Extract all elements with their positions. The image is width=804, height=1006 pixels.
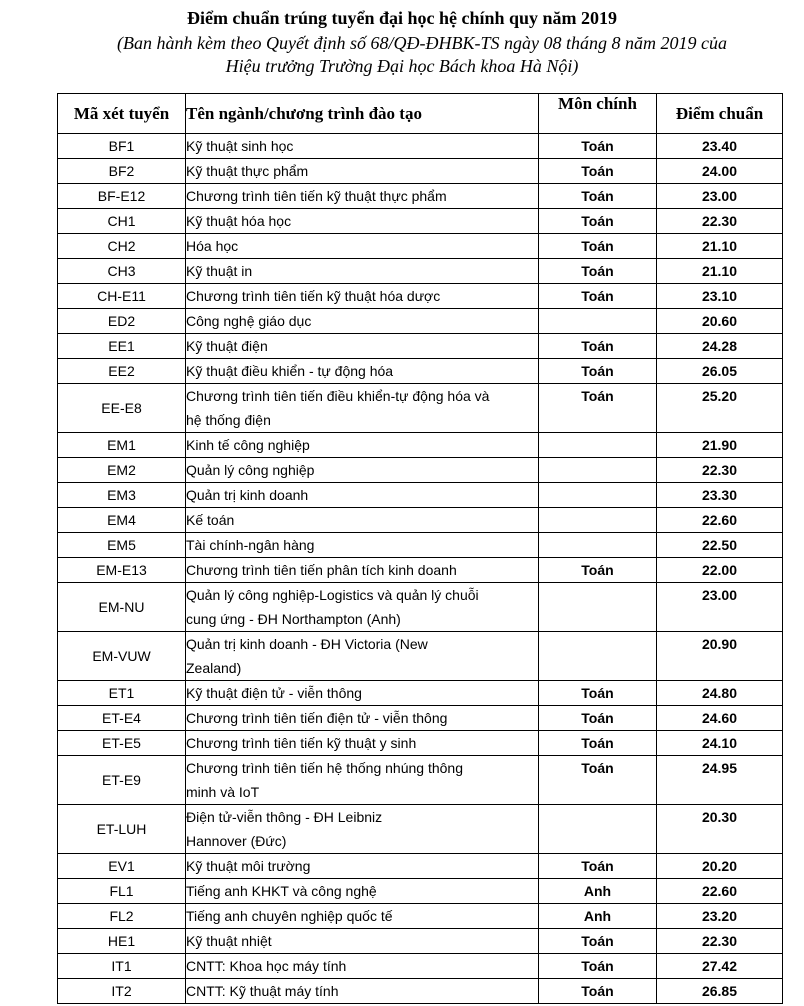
cutoff-score: 24.60	[657, 706, 783, 731]
program-name-line: Chương trình tiên tiến phân tích kinh doanh	[186, 562, 457, 578]
table-row	[58, 731, 783, 756]
program-name-line: Chương trình tiên tiến kỹ thuật y sinh	[186, 735, 417, 751]
program-name	[186, 954, 539, 979]
table-row	[58, 234, 783, 259]
main-subject: Toán	[539, 854, 657, 879]
program-code: FL1	[58, 879, 186, 904]
cutoff-score: 22.30	[657, 929, 783, 954]
program-name-line: hệ thống điện	[186, 412, 271, 428]
main-subject: Toán	[539, 259, 657, 284]
main-subject	[539, 805, 657, 854]
program-name-line: Kỹ thuật hóa học	[186, 213, 292, 229]
table-row	[58, 558, 783, 583]
program-code: EE1	[58, 334, 186, 359]
table-row	[58, 681, 783, 706]
main-subject: Toán	[539, 234, 657, 259]
main-subject: Toán	[539, 954, 657, 979]
admission-scores-table	[57, 93, 783, 1004]
main-subject: Toán	[539, 756, 657, 805]
program-name-line: Kỹ thuật thực phẩm	[186, 163, 309, 179]
program-name-line: Kỹ thuật điện	[186, 338, 268, 354]
column-header-score: Điểm chuẩn	[657, 94, 783, 134]
program-name-line: Zealand)	[186, 660, 242, 676]
table-row	[58, 259, 783, 284]
program-code: ET-E9	[58, 756, 186, 805]
main-subject	[539, 632, 657, 681]
program-name	[186, 284, 539, 309]
program-code: EM-VUW	[58, 632, 186, 681]
cutoff-score: 23.00	[657, 583, 783, 632]
program-code: EM1	[58, 433, 186, 458]
program-code: EM2	[58, 458, 186, 483]
program-name	[186, 309, 539, 334]
program-name-line: Tài chính-ngân hàng	[186, 537, 315, 553]
program-code: CH2	[58, 234, 186, 259]
table-row	[58, 334, 783, 359]
cutoff-score: 22.00	[657, 558, 783, 583]
main-subject: Toán	[539, 731, 657, 756]
cutoff-score: 24.28	[657, 334, 783, 359]
program-code: CH3	[58, 259, 186, 284]
cutoff-score: 24.10	[657, 731, 783, 756]
main-subject: Toán	[539, 558, 657, 583]
cutoff-score: 20.90	[657, 632, 783, 681]
table-row	[58, 184, 783, 209]
program-code: BF-E12	[58, 184, 186, 209]
program-name	[186, 134, 539, 159]
program-name	[186, 384, 539, 433]
program-code: EM5	[58, 533, 186, 558]
main-subject: Anh	[539, 879, 657, 904]
table-row	[58, 209, 783, 234]
program-code: IT1	[58, 954, 186, 979]
program-name	[186, 706, 539, 731]
main-subject	[539, 583, 657, 632]
cutoff-score: 22.30	[657, 209, 783, 234]
cutoff-score: 21.10	[657, 234, 783, 259]
cutoff-score: 22.30	[657, 458, 783, 483]
program-code: EV1	[58, 854, 186, 879]
program-code: ET-LUH	[58, 805, 186, 854]
program-name-line: cung ứng - ĐH Northampton (Anh)	[186, 611, 401, 627]
program-name	[186, 508, 539, 533]
program-name-line: Quản lý công nghiệp-Logistics và quản lý chuỗi	[186, 587, 479, 603]
table-row	[58, 954, 783, 979]
cutoff-score: 22.60	[657, 879, 783, 904]
table-row	[58, 854, 783, 879]
table-row	[58, 929, 783, 954]
program-code: ET1	[58, 681, 186, 706]
cutoff-score: 23.20	[657, 904, 783, 929]
main-subject: Toán	[539, 359, 657, 384]
table-row	[58, 483, 783, 508]
program-name-line: Quản lý công nghiệp	[186, 462, 315, 478]
cutoff-score: 21.90	[657, 433, 783, 458]
program-name	[186, 583, 539, 632]
program-name	[186, 483, 539, 508]
program-name	[186, 533, 539, 558]
program-name-line: CNTT: Kỹ thuật máy tính	[186, 983, 339, 999]
table-row	[58, 706, 783, 731]
table-row	[58, 284, 783, 309]
program-name	[186, 558, 539, 583]
program-name-line: Kinh tế công nghiệp	[186, 437, 310, 453]
program-code: CH-E11	[58, 284, 186, 309]
program-name	[186, 433, 539, 458]
table-header-row	[58, 94, 783, 134]
table-row	[58, 359, 783, 384]
program-name-line: CNTT: Khoa học máy tính	[186, 958, 347, 974]
column-header-code: Mã xét tuyển	[58, 94, 186, 134]
program-code: EM4	[58, 508, 186, 533]
program-name-line: Chương trình tiên tiến điều khiển-tự động hóa và	[186, 388, 490, 404]
program-code: ET-E4	[58, 706, 186, 731]
cutoff-score: 23.00	[657, 184, 783, 209]
program-name	[186, 879, 539, 904]
cutoff-score: 22.50	[657, 533, 783, 558]
program-name	[186, 359, 539, 384]
program-code: HE1	[58, 929, 186, 954]
program-name-line: Tiếng anh chuyên nghiệp quốc tế	[186, 908, 393, 924]
main-subject	[539, 433, 657, 458]
program-name	[186, 681, 539, 706]
program-name-line: Quản trị kinh doanh	[186, 487, 309, 503]
program-name	[186, 334, 539, 359]
program-code: IT2	[58, 979, 186, 1004]
program-code: BF2	[58, 159, 186, 184]
program-name-line: Hóa học	[186, 238, 239, 254]
program-name-line: Kỹ thuật điều khiển - tự động hóa	[186, 363, 394, 379]
table-row	[58, 583, 783, 632]
table-row	[58, 904, 783, 929]
main-subject: Anh	[539, 904, 657, 929]
program-name	[186, 979, 539, 1004]
table-row	[58, 805, 783, 854]
table-row	[58, 384, 783, 433]
main-subject: Toán	[539, 334, 657, 359]
program-name	[186, 805, 539, 854]
program-name-line: Kỹ thuật môi trường	[186, 858, 311, 874]
program-code: EM-E13	[58, 558, 186, 583]
table-row	[58, 879, 783, 904]
cutoff-score: 24.80	[657, 681, 783, 706]
table-row	[58, 508, 783, 533]
program-code: EE2	[58, 359, 186, 384]
program-name-line: Chương trình tiên tiến điện tử - viễn thông	[186, 710, 448, 726]
program-code: FL2	[58, 904, 186, 929]
program-name	[186, 904, 539, 929]
page-title: Điểm chuẩn trúng tuyển đại học hệ chính quy năm 2019	[186, 8, 618, 28]
cutoff-score: 20.60	[657, 309, 783, 334]
program-name-line: Công nghệ giáo dục	[186, 313, 312, 329]
decision-reference: (Ban hành kèm theo Quyết định số 68/QĐ-ĐHBK-TS ngày 08 tháng 8 năm 2019 của	[117, 33, 727, 53]
program-name-line: Chương trình tiên tiến kỹ thuật hóa dược	[186, 288, 441, 304]
program-name-line: Kỹ thuật in	[186, 263, 253, 279]
program-name-line: Hannover (Đức)	[186, 833, 287, 849]
table-body	[58, 134, 783, 1004]
program-name	[186, 632, 539, 681]
program-name-line: Tiếng anh KHKT và công nghệ	[186, 883, 377, 899]
cutoff-score: 27.42	[657, 954, 783, 979]
column-header-program: Tên ngành/chương trình đào tạo	[186, 94, 539, 134]
program-name-line: Kỹ thuật sinh học	[186, 138, 294, 154]
main-subject	[539, 309, 657, 334]
program-name-line: Chương trình tiên tiến hệ thống nhúng thông	[186, 760, 463, 776]
program-name-line: Kỹ thuật điện tử - viễn thông	[186, 685, 362, 701]
program-name	[186, 259, 539, 284]
issuer-reference: Hiệu trưởng Trường Đại học Bách khoa Hà Nội)	[225, 56, 579, 76]
program-code: BF1	[58, 134, 186, 159]
program-code: ET-E5	[58, 731, 186, 756]
main-subject: Toán	[539, 184, 657, 209]
program-name	[186, 929, 539, 954]
program-code: EE-E8	[58, 384, 186, 433]
program-name	[186, 458, 539, 483]
main-subject: Toán	[539, 706, 657, 731]
main-subject	[539, 533, 657, 558]
cutoff-score: 23.10	[657, 284, 783, 309]
program-name	[186, 184, 539, 209]
program-name-line: Kế toán	[186, 512, 235, 528]
table-row	[58, 458, 783, 483]
cutoff-score: 26.85	[657, 979, 783, 1004]
cutoff-score: 25.20	[657, 384, 783, 433]
cutoff-score: 20.20	[657, 854, 783, 879]
cutoff-score: 26.05	[657, 359, 783, 384]
cutoff-score: 22.60	[657, 508, 783, 533]
program-name	[186, 731, 539, 756]
main-subject: Toán	[539, 929, 657, 954]
cutoff-score: 20.30	[657, 805, 783, 854]
program-name	[186, 159, 539, 184]
program-code: ED2	[58, 309, 186, 334]
main-subject	[539, 458, 657, 483]
program-name	[186, 854, 539, 879]
table-row	[58, 533, 783, 558]
cutoff-score: 23.40	[657, 134, 783, 159]
table-row	[58, 756, 783, 805]
main-subject: Toán	[539, 681, 657, 706]
main-subject: Toán	[539, 134, 657, 159]
program-name-line: Điện tử-viễn thông - ĐH Leibniz	[186, 809, 383, 825]
table-row	[58, 309, 783, 334]
main-subject	[539, 483, 657, 508]
program-code: CH1	[58, 209, 186, 234]
main-subject: Toán	[539, 384, 657, 433]
program-name	[186, 234, 539, 259]
main-subject: Toán	[539, 979, 657, 1004]
cutoff-score: 24.00	[657, 159, 783, 184]
cutoff-score: 21.10	[657, 259, 783, 284]
main-subject: Toán	[539, 209, 657, 234]
program-code: EM3	[58, 483, 186, 508]
cutoff-score: 24.95	[657, 756, 783, 805]
program-name	[186, 209, 539, 234]
cutoff-score: 23.30	[657, 483, 783, 508]
table-row	[58, 979, 783, 1004]
table-row	[58, 134, 783, 159]
program-name	[186, 756, 539, 805]
program-name-line: Quản trị kinh doanh - ĐH Victoria (New	[186, 636, 428, 652]
column-header-subject: Môn chính	[539, 94, 657, 134]
table-row	[58, 632, 783, 681]
program-code: EM-NU	[58, 583, 186, 632]
main-subject: Toán	[539, 284, 657, 309]
program-name-line: Chương trình tiên tiến kỹ thuật thực phẩm	[186, 188, 447, 204]
table-row	[58, 433, 783, 458]
table-row	[58, 159, 783, 184]
program-name-line: minh và IoT	[186, 784, 260, 800]
main-subject	[539, 508, 657, 533]
main-subject: Toán	[539, 159, 657, 184]
program-name-line: Kỹ thuật nhiệt	[186, 933, 272, 949]
